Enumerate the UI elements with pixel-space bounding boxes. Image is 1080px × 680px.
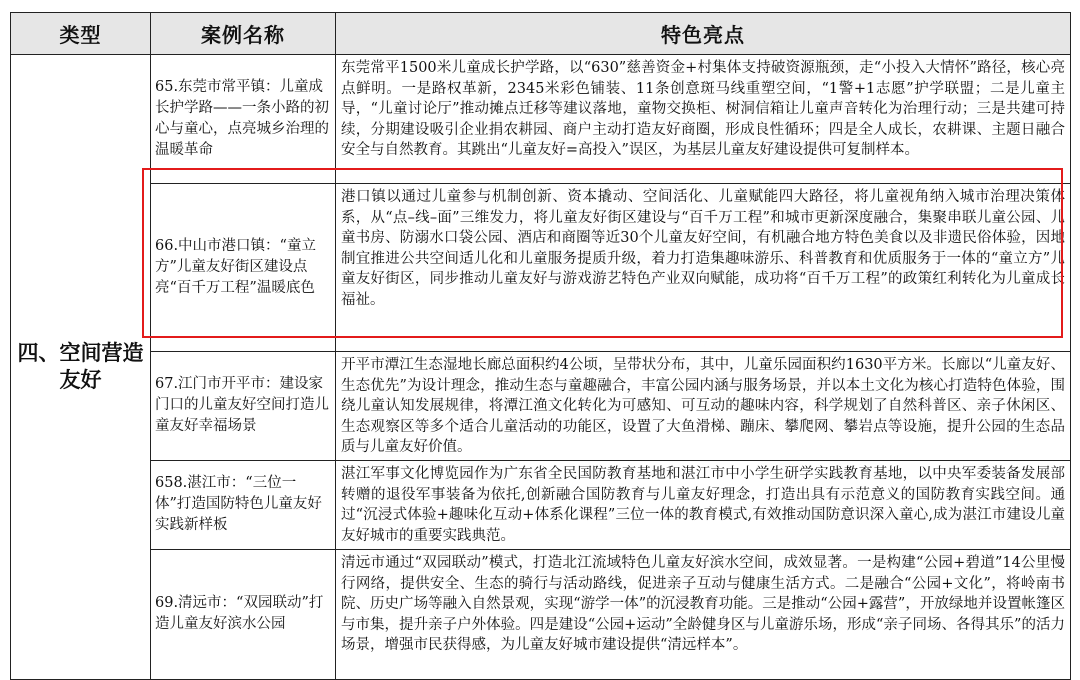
case-name-cell: 658.湛江市：“三位一体”打造国防特色儿童友好实践新样板 [151,460,336,549]
table-row [11,460,1071,549]
table-row [11,549,1071,679]
case-table-document [10,12,1070,668]
category-cell: 四、空间营造友好 [11,55,151,680]
header-features: 特色亮点 [336,13,1071,55]
case-name-cell: 65.东莞市常平镇：儿童成长护学路——一条小路的初心与童心，点亮城乡治理的温暖革命 [151,55,336,184]
feature-cell: 湛江军事文化博览园作为广东省全民国防教育基地和湛江市中小学生研学实践教育基地，以中央军委装备发展部转赠的退役军事装备为依托,创新融合国防教育与儿童友好理念，打造出具有示范意义的国防教育实践空间。通过“沉浸式体验+趣味化互动+体系化课程”三位一体的教育模式,有效推动国防意识深入童心,成为湛江市建设儿童友好城市的重要实践典范。 [336,460,1071,549]
case-name-cell: 66.中山市港口镇：“童立方”儿童友好街区建设点亮“百千万工程”温暖底色 [151,184,336,352]
header-case-name: 案例名称 [151,13,336,55]
table-header-row [11,13,1071,55]
feature-cell: 东莞常平1500米儿童成长护学路，以“630”慈善资金+村集体支持破资源瓶颈，走“小投入大情怀”路径，核心亮点鲜明。一是路权革新，2345米彩色铺装、11条创意斑马线重塑空间，“1警+1志愿”护学联盟；二是儿童主导，“儿童讨论厅”推动摊点迁移等建议落地，童物交换柜、树洞信箱让儿童声音转化为治理行动；三是共建可持续，分期建设吸引企业捐农耕园、商户主动打造友好商圈，形成良性循环；四是全人成长，农耕课、主题日融合安全与自然教育。其跳出“儿童友好=高投入”误区，为基层儿童友好建设提供可复制样本。 [336,55,1071,184]
feature-cell: 清远市通过“双园联动”模式，打造北江流域特色儿童友好滨水空间，成效显著。一是构建“公园+碧道”14公里慢行网络，提供安全、生态的骑行与活动路线，促进亲子互动与健康生活方式。二是融合“公园+文化”，将岭南书院、历史广场等融入自然景观，实现“游学一体”的沉浸教育功能。三是推动“公园+露营”，开放绿地并设置帐篷区与市集，提升亲子户外体验。四是建设“公园+运动”全龄健身区与儿童游乐场，形成“亲子同场、各得其乐”的活力场景，增强市民获得感，为儿童友好城市建设提供“清远样本”。 [336,549,1071,679]
case-name-cell: 69.清远市：“双园联动”打造儿童友好滨水公园 [151,549,336,679]
feature-cell: 港口镇以通过儿童参与机制创新、资本撬动、空间活化、儿童赋能四大路径，将儿童视角纳入城市治理决策体系，从“点–线–面”三维发力，将儿童友好街区建设与“百千万工程”和城市更新深度融合，集聚串联儿童公园、儿童书房、防溺水口袋公园、酒店和商圈等近30个儿童友好空间，有机融合地方特色美食以及非遗民俗体验，因地制宜推进公共空间适儿化和儿童服务提质升级，着力打造集趣味游乐、科普教育和优质服务于一体的“童立方”儿童友好街区，同步推动儿童友好与游戏游艺特色产业双向赋能，成功将“百千万工程”的政策红利转化为儿童成长福祉。 [336,184,1071,352]
header-category: 类型 [11,13,151,55]
table-row [11,55,1071,184]
case-name-cell: 67.江门市开平市：建设家门口的儿童友好空间打造儿童友好幸福场景 [151,352,336,461]
table-row [11,184,1071,352]
feature-cell: 开平市潭江生态湿地长廊总面积约4公顷，呈带状分布，其中，儿童乐园面积约1630平方米。长廊以“儿童友好、生态优先”为设计理念，推动生态与童趣融合，丰富公园内涵与服务场景，并以本土文化为核心打造特色体验，围绕儿童认知发展规律，将潭江渔文化转化为可感知、可互动的趣味内容，科学规划了自然科普区、亲子休闲区、生态观察区等多个适合儿童活动的功能区，设置了大鱼滑梯、蹦床、攀爬网、攀岩点等设施，提升公园的生态品质与儿童友好价值。 [336,352,1071,461]
case-table [10,12,1071,680]
table-row [11,352,1071,461]
